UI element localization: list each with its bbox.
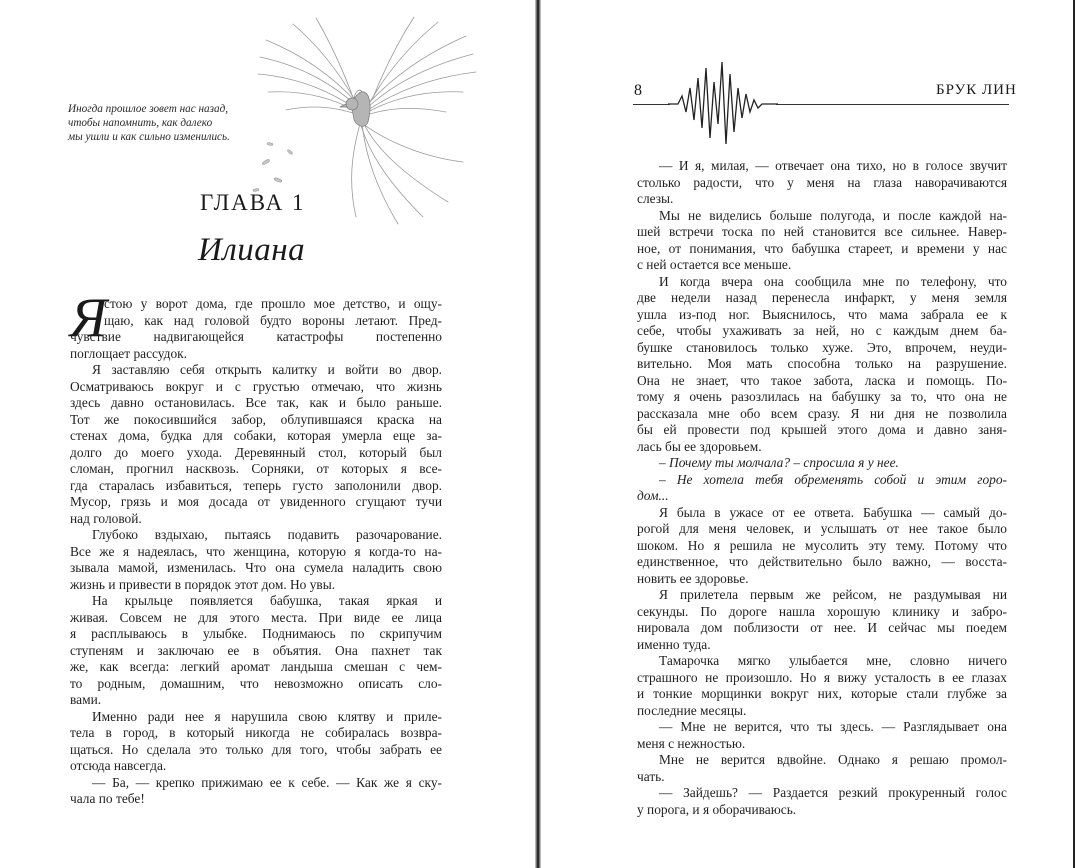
text-line: ное, от понимания, что бабушка стареет, и времени у нас xyxy=(637,240,1007,256)
text-line: сломан, прогнил насквозь. Сорняки, от которых я все- xyxy=(70,461,442,476)
text-line: дом... xyxy=(637,488,669,503)
text-line: здесь давно остановилась. Все так, как и было раньше. xyxy=(70,395,442,410)
text-line: Осматриваюсь вокруг и с грустью отмечаю, что жизнь xyxy=(70,378,442,394)
text-line: – Почему ты молчала? – спросила я у нее. xyxy=(659,455,899,470)
text-line: чувствие надвигающейся катастрофы постепенно xyxy=(70,329,442,344)
text-line: тому я очень разозлилась на бабушку за то, что она не xyxy=(637,389,1007,404)
epigraph-line: чтобы напомнить, как далеко xyxy=(68,117,213,129)
text-line: щаться. Но сделала это только для того, чтобы забрать ее xyxy=(70,741,442,757)
epigraph-line: Иногда прошлое зовет нас назад, xyxy=(68,103,229,115)
text-line: секунды. По дороге нашла хорошую клинику и забро- xyxy=(637,603,1007,619)
text-line: вительно. Моя мать способна только на разрушение. xyxy=(637,356,1007,371)
text-line: у порога, и я оборачиваюсь. xyxy=(637,801,797,817)
text-line: рассказала мне обо всем сразу. Я ни дня не позволила xyxy=(637,405,1007,421)
text-line: поглощает рассудок. xyxy=(70,345,188,361)
text-line: над головой. xyxy=(70,510,142,526)
text-line: шоком. Но я решила не мусолить эту тему. Потому что xyxy=(637,537,1007,553)
text-line: новить ее здоровье. xyxy=(637,570,749,586)
text-line: — Ба, — крепко прижимаю ее к себе. — Как же я ску- xyxy=(92,774,442,790)
text-line: Она не знает, что такое забота, ласка и помощь. По- xyxy=(637,372,1007,388)
text-line: стою у ворот дома, где прошло мое детство, и ощу- xyxy=(104,296,442,311)
text-line: жизнь и привести в порядок этот дом. Но увы. xyxy=(70,576,336,592)
text-line: вами. xyxy=(70,692,102,707)
text-line: я расплываюсь в улыбке. Поднимаюсь по скрипучим xyxy=(70,626,442,641)
text-line: Мне не верится вдвойне. Однако я решаю промол- xyxy=(659,752,1007,767)
text-line: — Мне не верится, что ты здесь. — Разглядывает она xyxy=(659,719,1007,734)
text-line: Глубоко вздыхаю, пытаясь подавить разочарование. xyxy=(92,527,442,542)
text-line: чать. xyxy=(637,768,665,784)
text-line: Я заставляю себя открыть калитку и войти во двор. xyxy=(92,362,442,377)
epigraph-line: мы ушли и как сильно изменились. xyxy=(68,131,230,143)
heartbeat-pulse-icon xyxy=(668,58,778,148)
text-line: — И я, милая, — отвечает она тихо, но в голосе звучит xyxy=(659,158,1007,173)
text-line: единственное, что действительно было важно, — восста- xyxy=(637,554,1007,569)
text-line: щаю, как над головой будто вороны летают. Пред- xyxy=(104,312,442,328)
text-line: На крыльце появляется бабушка, такая яркая и xyxy=(92,593,442,608)
text-line: страшного не произошло. Но я вижу усталость в ее глазах xyxy=(637,669,1007,685)
text-line: же, как всегда: легкий аромат ландыша смешан с чем- xyxy=(70,659,442,674)
text-line: Тамарочка мягко улыбается мне, словно ничего xyxy=(659,653,1007,668)
text-line: тела в город, в который никогда не собиралась возвра- xyxy=(70,725,442,740)
text-line: себе, чтобы ухаживать за ней, но с каждым днем ба- xyxy=(637,323,1007,338)
page-number: 8 xyxy=(634,82,642,99)
text-line: Мусор, грязь и моя досада от увиденного сгущают тучи xyxy=(70,494,442,509)
text-line: слезы. xyxy=(637,191,674,206)
drop-cap: Я xyxy=(70,287,107,349)
text-line: Все же я надеялась, что женщина, которую я когда-то на- xyxy=(70,543,442,559)
text-line: ушла из-под ног. Выяснилось, что мама забрала ее к xyxy=(637,306,1007,322)
text-line: долго до моего ухода. Деревянный стол, который был xyxy=(70,444,442,460)
text-line: чала по тебе! xyxy=(70,791,145,806)
text-line: две недели назад перенесла инфаркт, у меня земля xyxy=(637,290,1007,305)
text-line: И когда вчера она сообщила мне по телефону, что xyxy=(659,273,1007,289)
text-line: то родным, домашним, что невозможно описать сло- xyxy=(70,675,442,691)
text-line: живая. Совсем не для этого места. При виде ее лица xyxy=(70,609,442,625)
text-line: — Зайдешь? — Раздается резкий прокуренный голос xyxy=(659,785,1007,800)
text-line: бы ей провести под крышей этого дома и давно заня- xyxy=(637,422,1007,437)
right-page-body xyxy=(637,158,1007,818)
text-line: нировала дом поблизости от нее. И сейчас мы поедем xyxy=(637,620,1007,635)
chapter-title: Илиана xyxy=(198,232,306,268)
text-line: – Не хотела тебя обременять собой и этим горо- xyxy=(659,471,1007,487)
text-line: Мы не виделись больше полугода, и после каждой на- xyxy=(659,207,1007,223)
text-line: и тонкие морщинки вокруг них, которые стали глубже за xyxy=(637,686,1007,701)
text-line: столько радости, что у меня на глаза наворачиваются xyxy=(637,174,1007,190)
text-line: меня с нежностью. xyxy=(637,735,746,751)
running-head-author: БРУК ЛИН xyxy=(936,82,1017,98)
text-line: Я прилетела первым же рейсом, не раздумывая ни xyxy=(659,587,1007,602)
text-line: Именно ради нее я нарушила свою клятву и приле- xyxy=(92,708,442,724)
text-line: шей встречи тоска по ней становится все сильнее. Навер- xyxy=(637,224,1007,239)
left-page-body xyxy=(70,296,442,808)
text-line: зывала мамой, изменилась. Что она сумела наладить свою xyxy=(70,560,442,575)
text-line: стенах дома, будка для собаки, которая умерла еще за- xyxy=(70,428,442,443)
text-line: гда старалась избавиться, теперь густо заполонили двор. xyxy=(70,477,442,493)
text-line: с ней остается все меньше. xyxy=(637,257,792,272)
chapter-label: ГЛАВА 1 xyxy=(200,190,306,215)
text-line: Тот же покосившийся забор, облупившаяся краска на xyxy=(70,411,442,427)
text-line: Я была в ужасе от ее ответа. Бабушка — самый до- xyxy=(659,504,1007,520)
epigraph xyxy=(68,102,268,144)
text-line: лась бы ее здоровьем. xyxy=(637,438,762,454)
text-line: ступеням и заключаю ее в объятия. Она пахнет так xyxy=(70,642,442,658)
text-line: рогой для меня человек, и услышать от нее такое было xyxy=(637,521,1007,536)
text-line: отсюда навсегда. xyxy=(70,758,167,773)
text-line: бушке становилось только хуже. Это, впрочем, неуди- xyxy=(637,339,1007,355)
text-line: именно туда. xyxy=(637,636,711,652)
text-line: последние месяцы. xyxy=(637,702,747,718)
